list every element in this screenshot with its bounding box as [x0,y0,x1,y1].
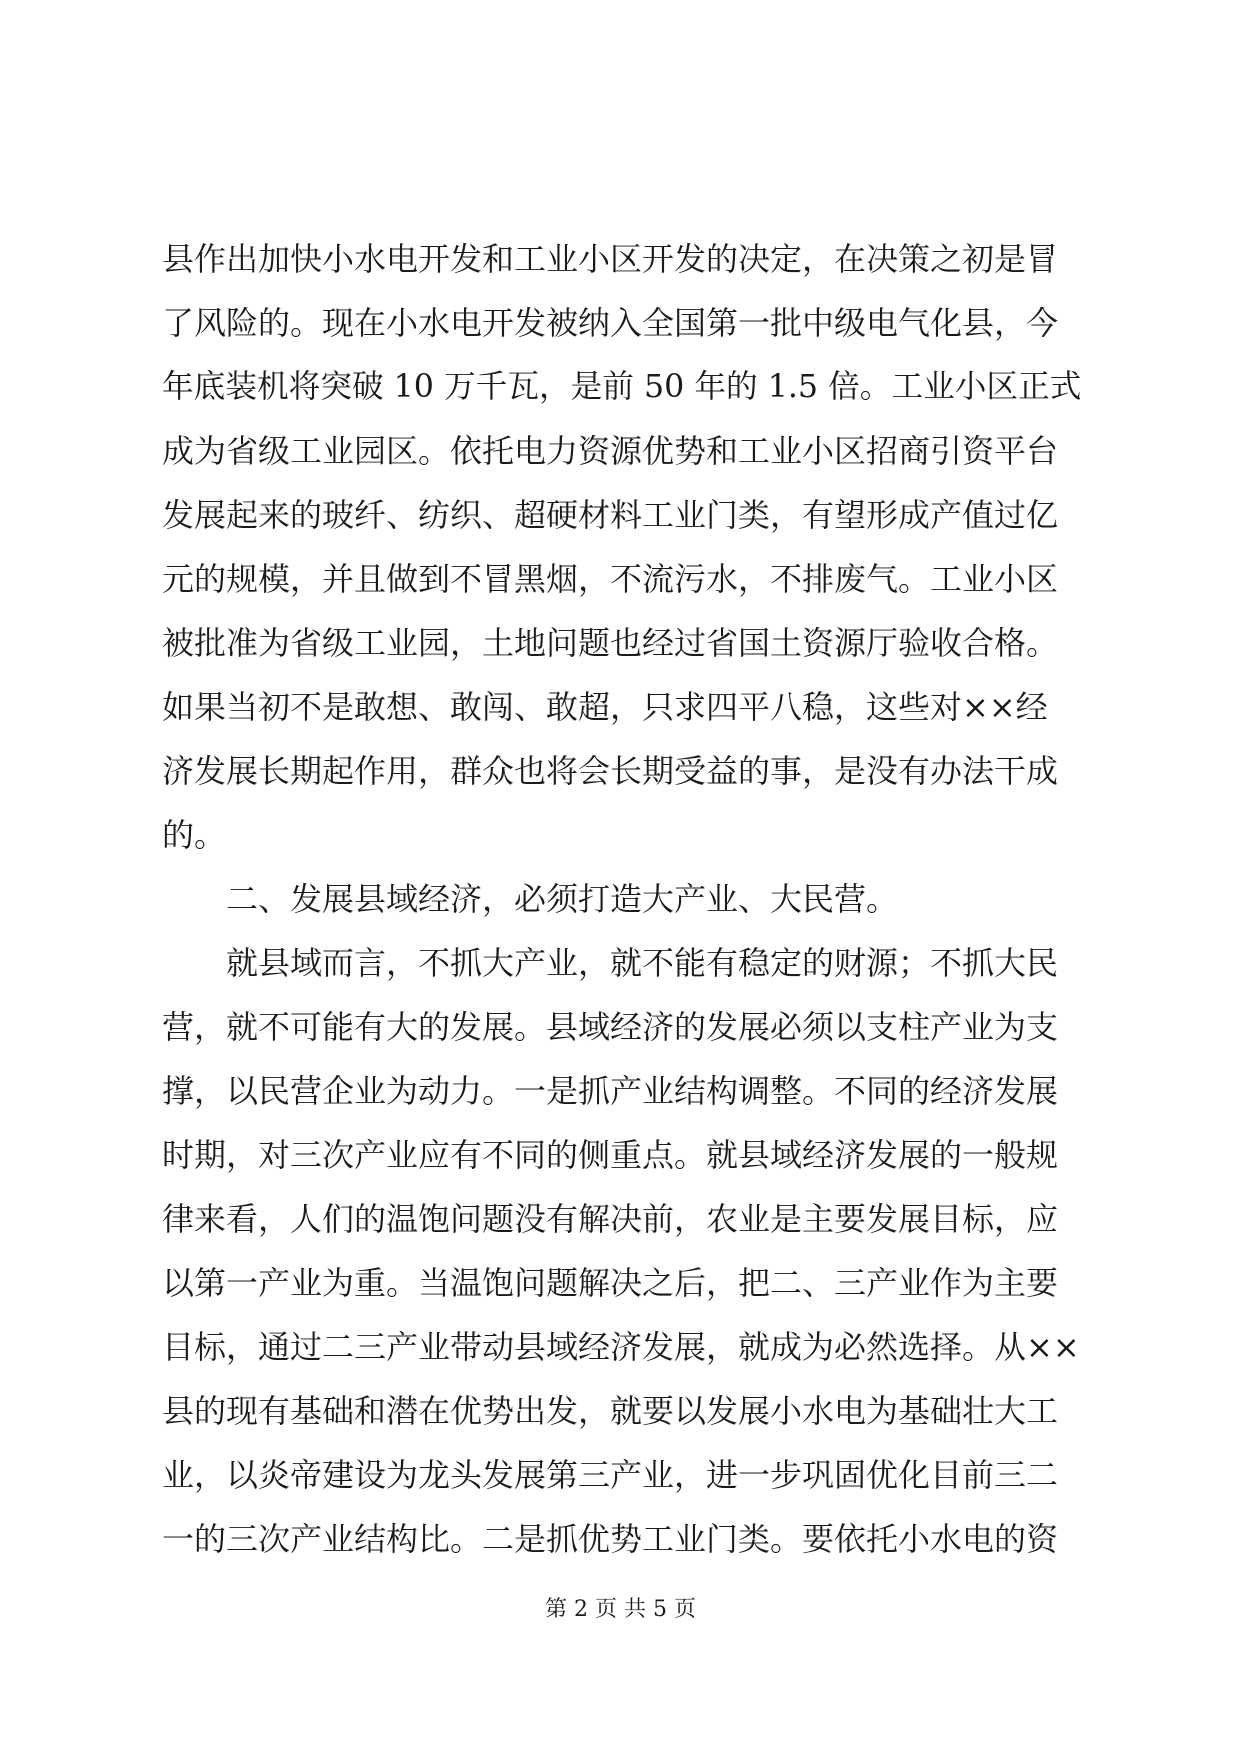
text-line: 时期，对三次产业应有不同的侧重点。就县域经济发展的一般规 [162,1136,1059,1174]
text-line: 年底装机将突破 10 万千瓦，是前 50 年的 1.5 倍。工业小区正式 [162,369,1082,405]
text-line: 业，以炎帝建设为龙头发展第三产业，进一步巩固优化目前三二 [162,1456,1059,1494]
text-line: 了风险的。现在小水电开发被纳入全国第一批中级电气化县，今 [162,304,1059,342]
text-line: 发展起来的玻纤、纺织、超硬材料工业门类，有望形成产值过亿 [162,496,1059,534]
document-body [162,227,1082,1571]
paragraph-first-line: 就县域而言，不抓大产业，就不能有稳定的财源；不抓大民 [226,944,1059,982]
text-line: 济发展长期起作用，群众也将会长期受益的事，是没有办法干成 [162,752,1059,790]
text-line: 的。 [162,816,227,854]
text-line: 律来看，人们的温饱问题没有解决前，农业是主要发展目标，应 [162,1200,1059,1238]
text-line: 如果当初不是敢想、敢闯、敢超，只求四平八稳，这些对××经 [162,688,1048,726]
section-heading: 二、发展县域经济，必须打造大产业、大民营。 [226,880,899,918]
text-line: 元的规模，并且做到不冒黑烟，不流污水，不排废气。工业小区 [162,560,1059,598]
text-line: 县的现有基础和潜在优势出发，就要以发展小水电为基础壮大工 [162,1392,1059,1430]
text-line: 以第一产业为重。当温饱问题解决之后，把二、三产业作为主要 [162,1264,1059,1302]
text-line: 成为省级工业园区。依托电力资源优势和工业小区招商引资平台 [162,432,1059,470]
page-number-footer: 第 2 页 共 5 页 [545,1597,696,1622]
text-line: 县作出加快小水电开发和工业小区开发的决定，在决策之初是冒 [162,240,1059,278]
text-line: 撑，以民营企业为动力。一是抓产业结构调整。不同的经济发展 [162,1072,1059,1110]
text-line: 营，就不可能有大的发展。县域经济的发展必须以支柱产业为支 [162,1008,1059,1046]
text-line: 一的三次产业结构比。二是抓优势工业门类。要依托小水电的资 [162,1520,1059,1558]
text-line: 目标，通过二三产业带动县域经济发展，就成为必然选择。从×× [162,1328,1080,1366]
text-line: 被批准为省级工业园，土地问题也经过省国土资源厅验收合格。 [162,624,1059,662]
